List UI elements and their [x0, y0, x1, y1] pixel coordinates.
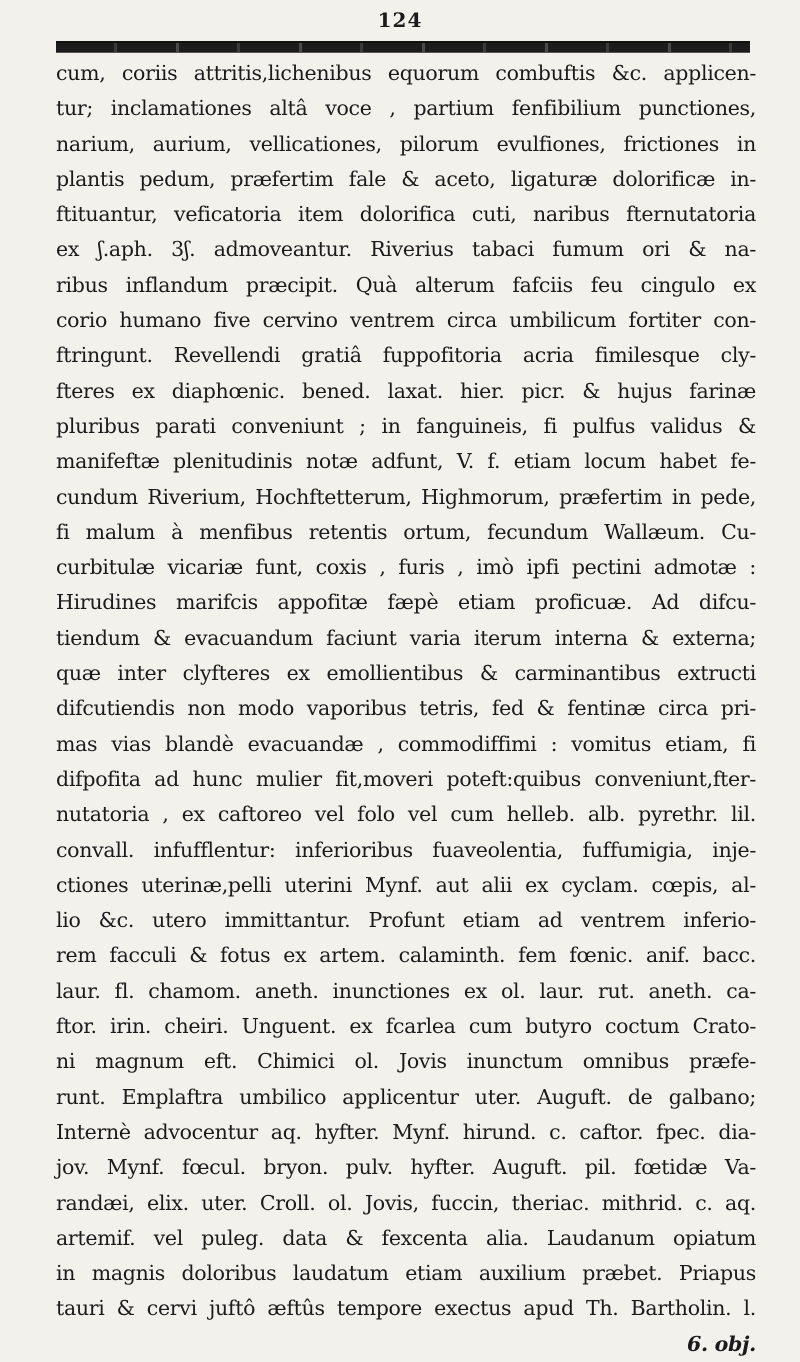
text-line: laur. fl. chamom. aneth. inunctiones ex ol. laur. rut. aneth. ca- [56, 978, 756, 1003]
text-line: ftringunt. Revellendi gratiâ fuppofitoria acria fimilesque cly- [56, 343, 756, 368]
text-line: fteres ex diaphœnic. bened. laxat. hier. picr. & hujus farinæ [56, 378, 756, 403]
text-line: jov. Mynf. fœcul. bryon. pulv. hyfter. Auguft. pil. fœtidæ Va- [56, 1155, 756, 1180]
text-line: rem facculi & fotus ex artem. calaminth. fem fœnic. anif. bacc. [56, 943, 756, 968]
text-line: tauri & cervi juftô æftûs tempore exectus apud Th. Bartholin. l. [56, 1296, 756, 1321]
text-line: narium, aurium, vellicationes, pilorum evulfiones, frictiones in [56, 131, 756, 156]
text-line: runt. Emplaftra umbilico applicentur uter. Auguft. de galbano; [56, 1084, 756, 1109]
text-line: difpofita ad hunc mulier fit,moveri poteft:quibus conveniunt,fter- [56, 766, 756, 791]
text-line: artemif. vel puleg. data & fexcenta alia. Laudanum opiatum [56, 1225, 756, 1250]
text-line: pluribus parati conveniunt ; in fanguineis, fi pulfus validus & [56, 413, 756, 438]
text-line: curbitulæ vicariæ funt, coxis , furis , imò ipfi pectini admotæ : [56, 555, 756, 580]
text-line: ftituantur, veficatoria item dolorifica cuti, naribus fternutatoria [56, 202, 756, 227]
text-line: nutatoria , ex caftoreo vel folo vel cum helleb. alb. pyrethr. lil. [56, 802, 756, 827]
header-rule [56, 41, 750, 53]
text-line: cum, coriis attritis,lichenibus equorum combuftis &c. applicen- [56, 61, 756, 85]
text-line: manifeftæ plenitudinis notæ adfunt, V. f. etiam locum habet fe- [56, 449, 756, 474]
text-line: ex ʃ.aph. 3ʃ. admoveantur. Riverius tabaci fumum ori & na- [56, 237, 756, 262]
text-line: ribus inflandum præcipit. Quà alterum fafciis feu cingulo ex [56, 272, 756, 297]
text-line: tiendum & evacuandum faciunt varia iterum interna & externa; [56, 625, 756, 650]
text-line: mas vias blandè evacuandæ , commodiffimi : vomitus etiam, fi [56, 731, 756, 756]
page-number: 124 [377, 8, 423, 32]
text-line: fi malum à menfibus retentis ortum, fecundum Wallæum. Cu- [56, 519, 756, 544]
text-line: lio &c. utero immittantur. Profunt etiam ad ventrem inferio- [56, 908, 756, 933]
text-line: in magnis doloribus laudatum etiam auxilium præbet. Priapus [56, 1261, 756, 1286]
text-line: tur; inclamationes altâ voce , partium fenfibilium punctiones, [56, 96, 756, 121]
text-line: cundum Riverium, Hochftetterum, Highmorum, præfertim in pede, [56, 484, 756, 509]
text-line: ni magnum eft. Chimici ol. Jovis inunctum omnibus præfe- [56, 1049, 756, 1074]
text-line: randæi, elix. uter. Croll. ol. Jovis, fuccin, theriac. mithrid. c. aq. [56, 1190, 756, 1215]
text-line-last: 6. obj. [687, 1331, 756, 1356]
text-line: corio humano five cervino ventrem circa umbilicum fortiter con- [56, 308, 756, 333]
text-line: quæ inter clyfteres ex emollientibus & carminantibus extructi [56, 661, 756, 686]
text-line: difcutiendis non modo vaporibus tetris, fed & fentinæ circa pri- [56, 696, 756, 721]
text-line: ctiones uterinæ,pelli uterini Mynf. aut alii ex cyclam. cœpis, al- [56, 872, 756, 897]
text-line: Internè advocentur aq. hyfter. Mynf. hirund. c. caftor. fpec. dia- [56, 1119, 756, 1144]
body-text [56, 56, 756, 1362]
text-line: convall. infufflentur: inferioribus fuaveolentia, fuffumigia, inje- [56, 837, 756, 862]
text-line: plantis pedum, præfertim fale & aceto, ligaturæ dolorificæ in- [56, 166, 756, 191]
text-line: ftor. irin. cheiri. Unguent. ex fcarlea cum butyro coctum Crato- [56, 1014, 756, 1039]
text-line: Hirudines marifcis appofitæ fæpè etiam proficuæ. Ad difcu- [56, 590, 756, 615]
